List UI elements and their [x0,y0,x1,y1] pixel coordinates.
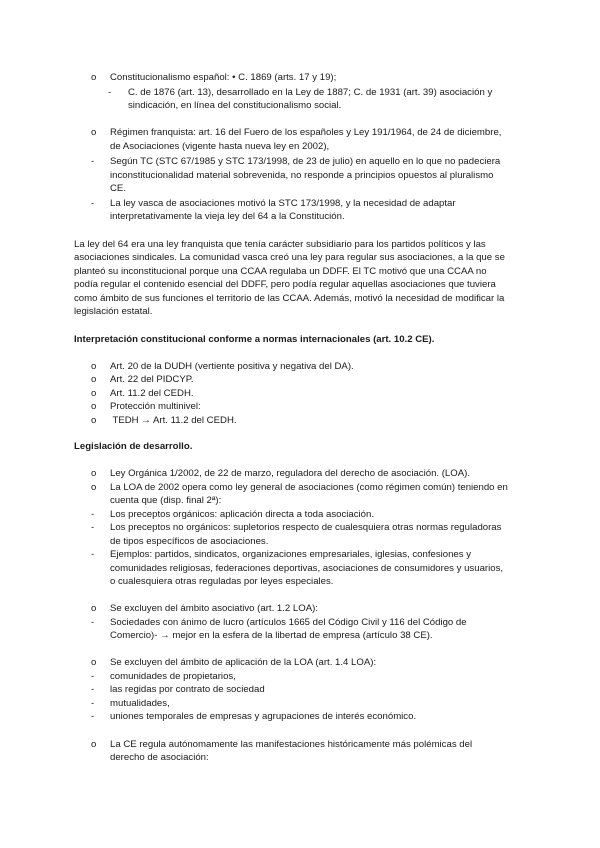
bullet-dash: - [91,711,95,722]
bullet-dash: - [91,156,95,167]
list-item-cont: CE. [110,183,126,194]
list-item: C. de 1876 (art. 13), desarrollado en la Ley de 1887; C. de 1931 (art. 39) asociación y [128,87,493,98]
bullet-circle: o [91,739,97,750]
paragraph-line: podía regular el contenido esencial del DDFF, pero podía regular aquellas asociaciones que tuviera [74,279,496,290]
bullet-circle: o [91,401,97,412]
list-item: Sociedades con ánimo de lucro (artículos 1665 del Código Civil y 116 del Código de [110,617,467,628]
list-item-cont: comunidades religiosas, federaciones deportivas, asociaciones de consumidores y usuarios, [110,563,504,574]
list-item: Se excluyen del ámbito asociativo (art. 1.2 LOA): [110,603,318,614]
list-item-cont: derecho de asociación: [110,752,209,763]
bullet-dash: - [91,198,95,209]
list-item: Ejemplos: partidos, sindicatos, organizaciones empresariales, iglesias, confesiones y [110,549,472,560]
list-item: mutualidades, [110,698,170,709]
bullet-dash: - [91,617,95,628]
bullet-circle: o [91,374,97,385]
list-item: Se excluyen del ámbito de aplicación de la LOA (art. 1.4 LOA): [110,657,377,668]
list-item: uniones temporales de empresas y agrupaciones de interés económico. [110,711,417,722]
paragraph-line: planteó su inconstitucional porque una CCAA regulaba un DDFF. El TC motivó que una CCAA no [74,266,487,277]
bullet-circle: o [91,603,97,614]
bullet-circle: o [91,657,97,668]
list-item: las regidas por contrato de sociedad [110,684,265,695]
list-item-cont: inconstitucionalidad material sobrevenida, no responde a principios opuestos al pluralismo [110,170,494,181]
paragraph-line: como ámbito de sus funciones el territorio de las CCAA. Además, motivó la necesidad de modificar la [74,293,505,304]
bullet-dash: - [91,522,95,533]
list-item-cont: sindicación, en línea del constitucionalismo social. [128,100,342,111]
list-item: La ley vasca de asociaciones motivó la STC 173/1998, y la necesidad de adaptar [110,198,456,209]
bullet-dash: - [91,509,95,520]
bullet-circle: o [91,415,97,426]
bullet-dash: - [91,549,95,560]
bullet-dash: - [108,87,112,98]
list-item-cont: de tipos específicos de asociaciones. [110,536,269,547]
list-item: Art. 22 del PIDCYP. [110,374,194,385]
bullet-circle: o [91,127,97,138]
list-item: TEDH → Art. 11.2 del CEDH. [110,415,237,426]
list-item: La LOA de 2002 opera como ley general de asociaciones (como régimen común) teniendo en [110,482,508,493]
list-item: Ley Orgánica 1/2002, de 22 de marzo, reguladora del derecho de asociación. (LOA). [110,468,470,479]
list-item-cont: interpretativamente la vieja ley del 64 a la Constitución. [110,211,345,222]
paragraph-line: asociaciones sindicales. La comunidad vasca creó una ley para regular sus asociaciones, a la que se [74,252,505,263]
paragraph-line: La ley del 64 era una ley franquista que tenía carácter subsidiario para los partidos políticos y las [74,239,486,250]
bullet-dash: - [91,671,95,682]
paragraph-line: legislación estatal. [74,306,153,317]
list-item: Según TC (STC 67/1985 y STC 173/1998, de 23 de julio) en aquello en lo que no padeciera [110,156,501,167]
list-item: Régimen franquista: art. 16 del Fuero de los españoles y Ley 191/1964, de 24 de diciembre, [110,127,502,138]
list-item: Los preceptos no orgánicos: supletorios respecto de cualesquiera otras normas reguladoras [110,522,502,533]
list-item-cont: cuenta que (disp. final 2ª): [110,495,222,506]
list-item-cont: o cualesquiera otras reguladas por leyes especiales. [110,576,334,587]
list-item-cont: de Asociaciones (vigente hasta nueva ley en 2002), [110,141,330,152]
bullet-circle: o [91,361,97,372]
section-heading: Legislación de desarrollo. [74,441,193,452]
list-item: Art. 11.2 del CEDH. [110,388,194,399]
bullet-circle: o [91,468,97,479]
list-item-cont: Comercio)- → mejor en la esfera de la libertad de empresa (artículo 38 CE). [110,630,433,641]
list-item: Constitucionalismo español: • C. 1869 (arts. 17 y 19); [110,72,337,83]
section-heading: Interpretación constitucional conforme a normas internacionales (art. 10.2 CE). [74,334,435,345]
list-item: Protección multinivel: [110,401,201,412]
bullet-circle: o [91,482,97,493]
bullet-dash: - [91,698,95,709]
list-item: comunidades de propietarios, [110,671,236,682]
list-item: La CE regula autónomamente las manifestaciones históricamente más polémicas del [110,739,473,750]
bullet-circle: o [91,72,97,83]
bullet-circle: o [91,388,97,399]
list-item: Art. 20 de la DUDH (vertiente positiva y negativa del DA). [110,361,354,372]
list-item: Los preceptos orgánicos: aplicación directa a toda asociación. [110,509,374,520]
bullet-dash: - [91,684,95,695]
